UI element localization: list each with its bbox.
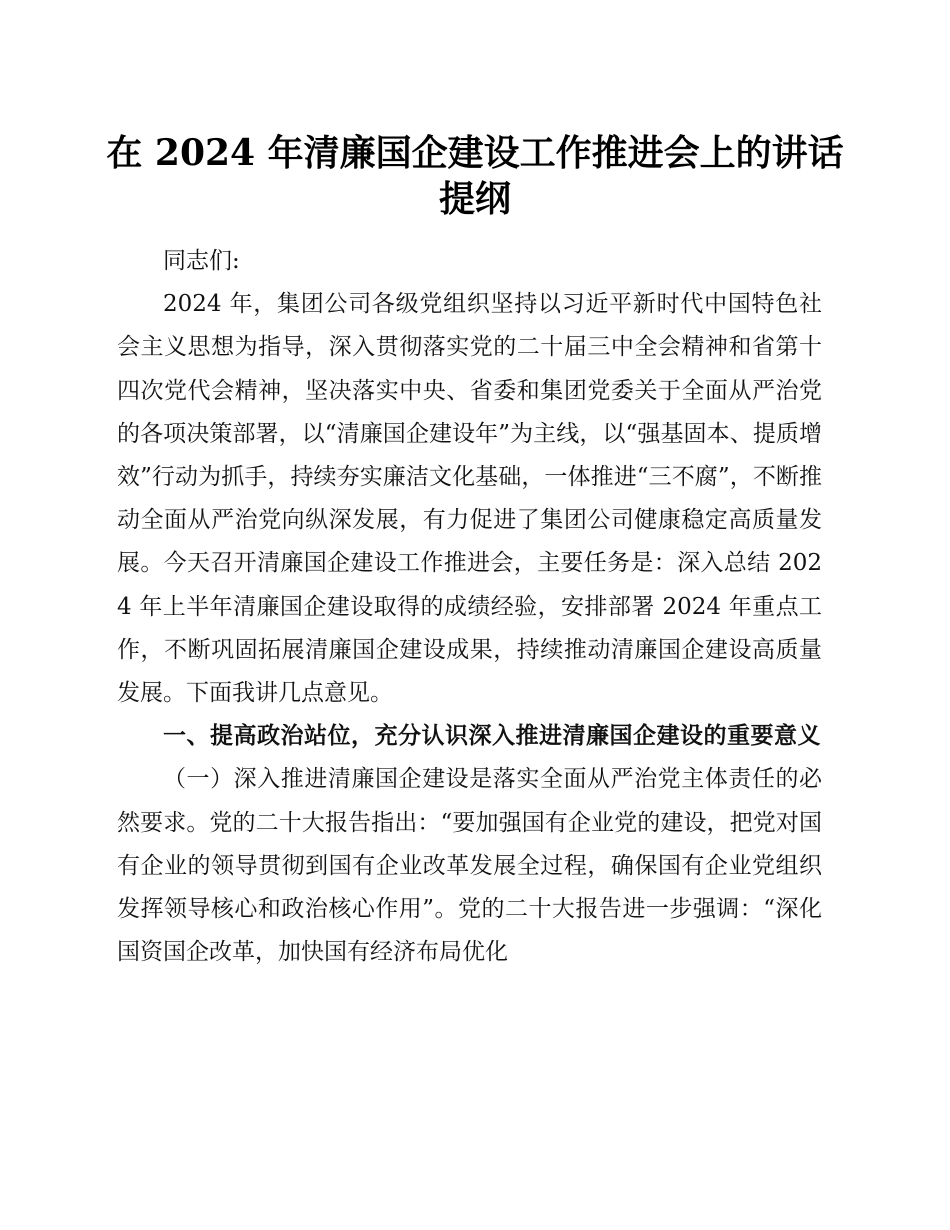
section-heading: 一、提高政治站位，充分认识深入推进清廉国企建设的重要意义: [163, 723, 821, 750]
document-title: 在 2024 年清廉国企建设工作推进会上的讲话提纲: [106, 132, 844, 220]
salutation: 同志们:: [163, 248, 240, 274]
subsection-paragraph: （一）深入推进清廉国企建设是落实全面从严治党主体责任的必然要求。党的二十大报告指出：“要加强国有企业党的建设，把党对国有企业的领导贯彻到国有企业改革发展全过程，确保国有企业党组织发挥领导核心和政治核心作用”。党的二十大报告进一步强调：“深化国资国企改革，加快国有经济布局优化: [117, 766, 822, 966]
intro-paragraph: 2024 年，集团公司各级党组织坚持以习近平新时代中国特色社会主义思想为指导，深入贯彻落实党的二十届三中全会精神和省第十四次党代会精神，坚决落实中央、省委和集团党委关于全面从严治党的各项决策部署，以“清廉国企建设年”为主线，以“强基固本、提质增效”行动为抓手，持续夯实廉洁文化基础，一体推进“三不腐”，不断推动全面从严治党向纵深发展，有力促进了集团公司健康稳定高质量发展。今天召开清廉国企建设工作推进会，主要任务是：深入总结 2024 年上半年清廉国企建设取得的成绩经验，安排部署 2024 年重点工作，不断巩固拓展清廉国企建设成果，持续推动清廉国企建设高质量发展。下面我讲几点意见。: [117, 291, 822, 707]
document-body: [117, 240, 822, 974]
